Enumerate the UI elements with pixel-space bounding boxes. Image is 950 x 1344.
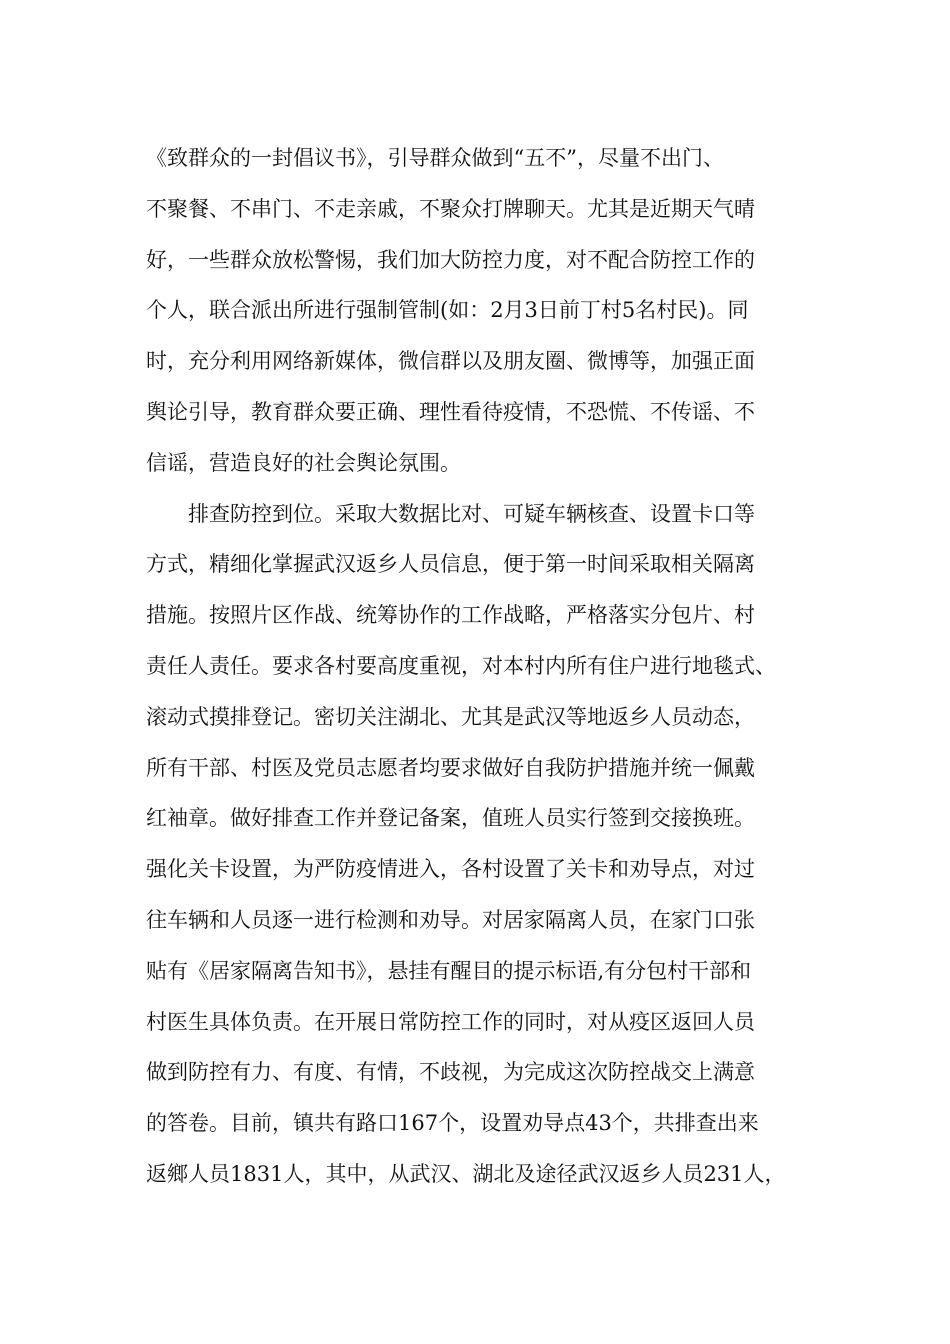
text-line: 红袖章。做好排查工作并登记备案，值班人员实行签到交接换班。 [146,806,755,831]
text-line: 责任人责任。要求各村要高度重视，对本村内所有住户进行地毯式、 [146,653,776,678]
text-line: 所有干部、村医及党员志愿者均要求做好自我防护措施并统一佩戴 [146,755,755,780]
text-line: 的答卷。目前，镇共有路口167个，设置劝导点43个，共排查出来 [146,1111,759,1136]
text-line: 不聚餐、不串门、不走亲戚，不聚众打牌聊天。尤其是近期天气晴 [146,196,755,221]
text-line: 往车辆和人员逐一进行检测和劝导。对居家隔离人员，在家门口张 [146,907,755,932]
text-line: 做到防控有力、有度、有情，不歧视，为完成这次防控战交上满意 [146,1060,755,1085]
text-line: 村医生具体负责。在开展日常防控工作的同时，对从疫区返回人员 [146,1009,755,1034]
text-line: 强化关卡设置，为严防疫情进入，各村设置了关卡和劝导点，对过 [146,857,755,882]
text-line: 时，充分利用网络新媒体，微信群以及朋友圈、微博等，加强正面 [146,349,755,374]
text-line: 个人，联合派出所进行强制管制(如：2月3日前丁村5名村民)。同 [146,298,749,323]
body-text [146,133,826,1200]
text-line: 返鄉人员1831人，其中，从武汉、湖北及途径武汉返乡人员231人， [146,1161,786,1186]
text-line: 舆论引导，教育群众要正确、理性看待疫情，不恐慌、不传谣、不 [146,399,755,424]
text-line: 《致群众的一封倡议书》，引导群众做到“五不”，尽量不出门、 [146,146,724,170]
text-line: 好，一些群众放松警惕，我们加大防控力度，对不配合防控工作的 [146,247,755,272]
paragraph-first-line: 排查防控到位。采取大数据比对、可疑车辆核查、设置卡口等 [188,501,755,526]
text-line: 贴有《居家隔离告知书》，悬挂有醒目的提示标语,有分包村干部和 [146,958,752,983]
text-line: 方式，精细化掌握武汉返乡人员信息，便于第一时间采取相关隔离 [146,552,755,577]
text-line: 信谣，营造良好的社会舆论氛围。 [146,450,461,475]
text-line: 措施。按照片区作战、统筹协作的工作战略，严格落实分包片、村 [146,603,755,628]
text-line: 滚动式摸排登记。密切关注湖北、尤其是武汉等地返乡人员动态， [146,704,755,729]
